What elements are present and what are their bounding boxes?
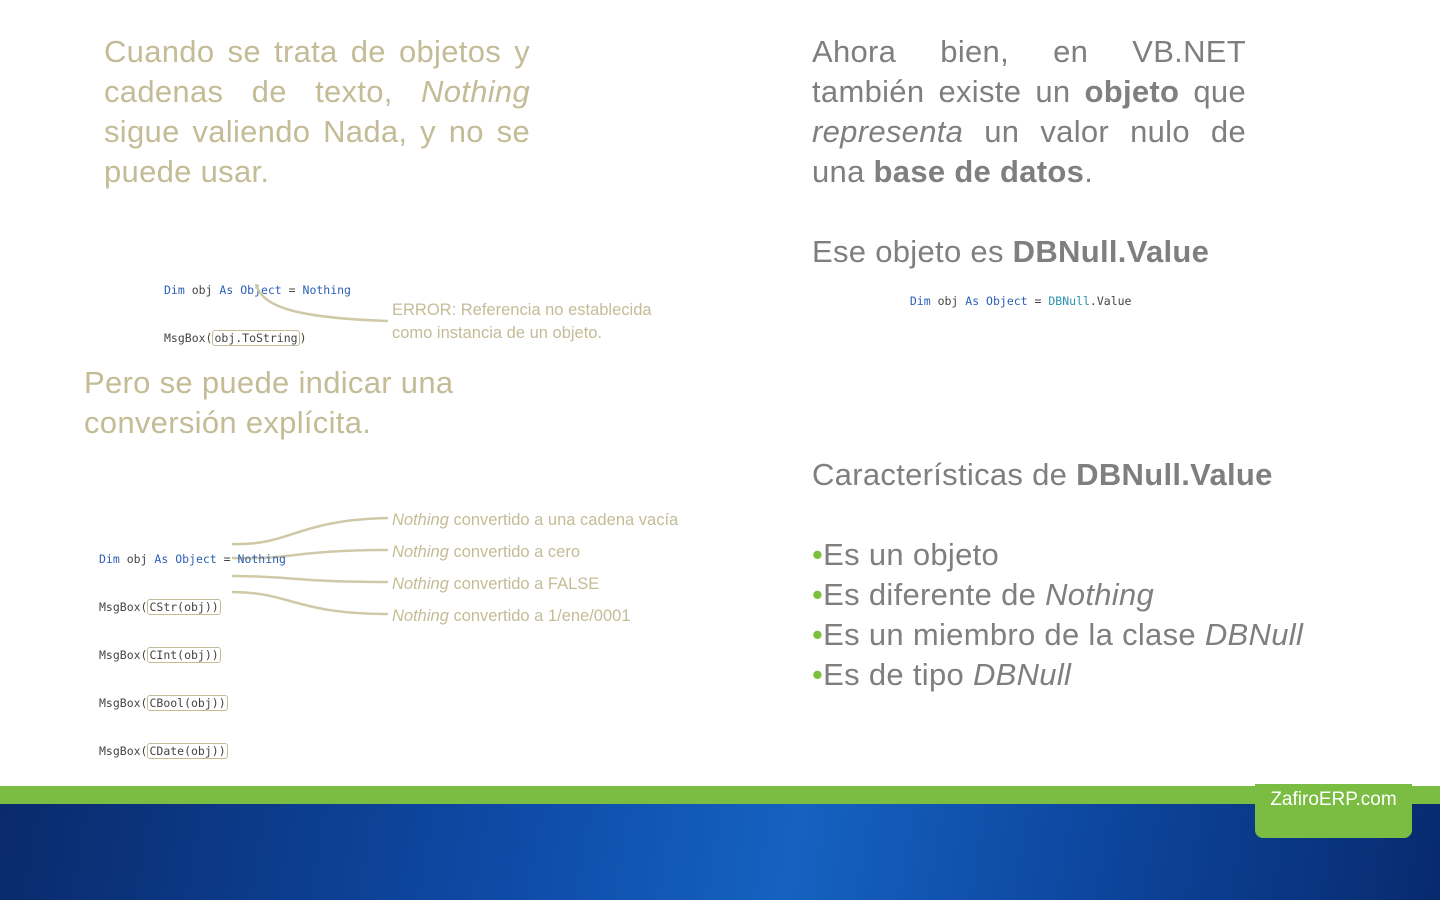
code-call: MsgBox(: [99, 648, 148, 662]
code-snippet-conversions: [99, 519, 286, 775]
code-call: MsgBox(: [99, 696, 148, 710]
code-member: .Value: [1089, 294, 1132, 308]
features-title-bold: DBNull.Value: [1076, 457, 1273, 492]
code-call: MsgBox(: [164, 331, 213, 345]
dbnull-intro-paragraph: [812, 32, 1246, 192]
footer-green-band: [0, 786, 1440, 804]
code-keyword: As: [965, 294, 980, 308]
list-item-text: Es un objeto: [823, 537, 1000, 572]
code-type: Object: [979, 294, 1028, 308]
code-keyword: As: [219, 283, 234, 297]
code-keyword: As: [154, 552, 169, 566]
bullet-icon: •: [812, 617, 824, 652]
code-snippet-dbnull: [896, 277, 1131, 309]
list-item-text: Es de tipo: [823, 657, 973, 692]
note-text: convertido a cero: [448, 543, 581, 561]
code-identifier: obj: [184, 283, 220, 297]
note-cdate: [392, 605, 682, 628]
note-text: convertido a FALSE: [448, 575, 600, 593]
list-item: [812, 535, 1372, 575]
dbnull-heading-bold: DBNull.Value: [1012, 234, 1210, 269]
note-nothing-keyword: Nothing: [392, 575, 449, 593]
code-keyword: Dim: [164, 283, 185, 297]
code-highlight: CDate(obj)): [149, 744, 226, 758]
note-nothing-keyword: Nothing: [392, 607, 449, 625]
code-line-declaration: [99, 551, 286, 567]
note-cint: [392, 541, 682, 564]
footer-brand-badge: ZafiroERP.com: [1255, 784, 1412, 838]
code-highlight: CStr(obj)): [149, 600, 219, 614]
note-text: convertido a 1/ene/0001: [448, 607, 631, 625]
intro-text-2: sigue valiendo Nada, y no se puede usar.: [104, 114, 530, 189]
note-cstr: [392, 509, 682, 532]
code-identifier: obj: [930, 294, 966, 308]
dbnull-bold-objeto: objeto: [1084, 74, 1180, 109]
list-item-italic: Nothing: [1045, 577, 1155, 612]
code-type: Object: [233, 283, 282, 297]
code-highlight: CBool(obj)): [149, 696, 226, 710]
code-highlight: CInt(obj)): [149, 648, 219, 662]
dbnull-intro-text: .: [1084, 154, 1094, 189]
code-keyword: Nothing: [237, 552, 286, 566]
code-operator: =: [216, 552, 238, 566]
list-item: [812, 575, 1372, 615]
code-call: MsgBox(: [99, 744, 148, 758]
list-item-italic: DBNull: [972, 657, 1072, 692]
intro-nothing-keyword: Nothing: [421, 74, 530, 109]
code-line-cint: [99, 647, 286, 663]
code-type-dbnull: DBNull: [1048, 294, 1090, 308]
code-operator: =: [1027, 294, 1049, 308]
features-list: [812, 535, 1372, 695]
code-highlight: obj.ToString: [214, 331, 298, 345]
list-item-text: Es un miembro de la clase: [823, 617, 1205, 652]
dbnull-intro-text: que: [1179, 74, 1246, 109]
code-keyword: Dim: [99, 552, 120, 566]
features-title: [812, 455, 1372, 495]
dbnull-intro-text: Ahora bien, en VB.NET también existe un: [812, 34, 1246, 109]
note-nothing-keyword: Nothing: [392, 511, 449, 529]
list-item-text: Es diferente de: [823, 577, 1046, 612]
conversion-paragraph: Pero se puede indicar una conversión explícita.: [84, 365, 454, 440]
code-line-cbool: [99, 695, 286, 711]
note-text: convertido a una cadena vacía: [448, 511, 679, 529]
code-call: MsgBox(: [99, 600, 148, 614]
code-keyword: Nothing: [302, 283, 351, 297]
code-operator: =: [281, 283, 303, 297]
callout-line-error: [256, 284, 388, 321]
bullet-icon: •: [812, 657, 824, 692]
note-nothing-keyword: Nothing: [392, 543, 449, 561]
dbnull-intro-text: un valor nulo de una: [812, 114, 1246, 189]
list-item-italic: DBNull: [1204, 617, 1304, 652]
code-identifier: obj: [119, 552, 155, 566]
dbnull-heading-text: Ese objeto es: [812, 234, 1013, 269]
code-line-cdate: [99, 743, 286, 759]
list-item: [812, 615, 1372, 655]
list-item: [812, 655, 1372, 695]
footer-blue-band: [0, 804, 1440, 900]
code-line-cstr: [99, 599, 286, 615]
bullet-icon: •: [812, 537, 824, 572]
code-call-close: ): [299, 331, 307, 345]
dbnull-bold-base-datos: base de datos: [873, 154, 1085, 189]
intro-text-1: Cuando se trata de objetos y cadenas de texto,: [104, 34, 530, 109]
note-cbool: [392, 573, 682, 596]
code-type: Object: [168, 552, 217, 566]
dbnull-italic-representa: representa: [812, 114, 964, 149]
features-title-text: Características de: [812, 457, 1077, 492]
error-note: ERROR: Referencia no establecida como instancia de un objeto.: [392, 301, 652, 342]
code-keyword: Dim: [909, 294, 931, 308]
bullet-icon: •: [812, 577, 824, 612]
dbnull-object-heading: [812, 232, 1292, 272]
